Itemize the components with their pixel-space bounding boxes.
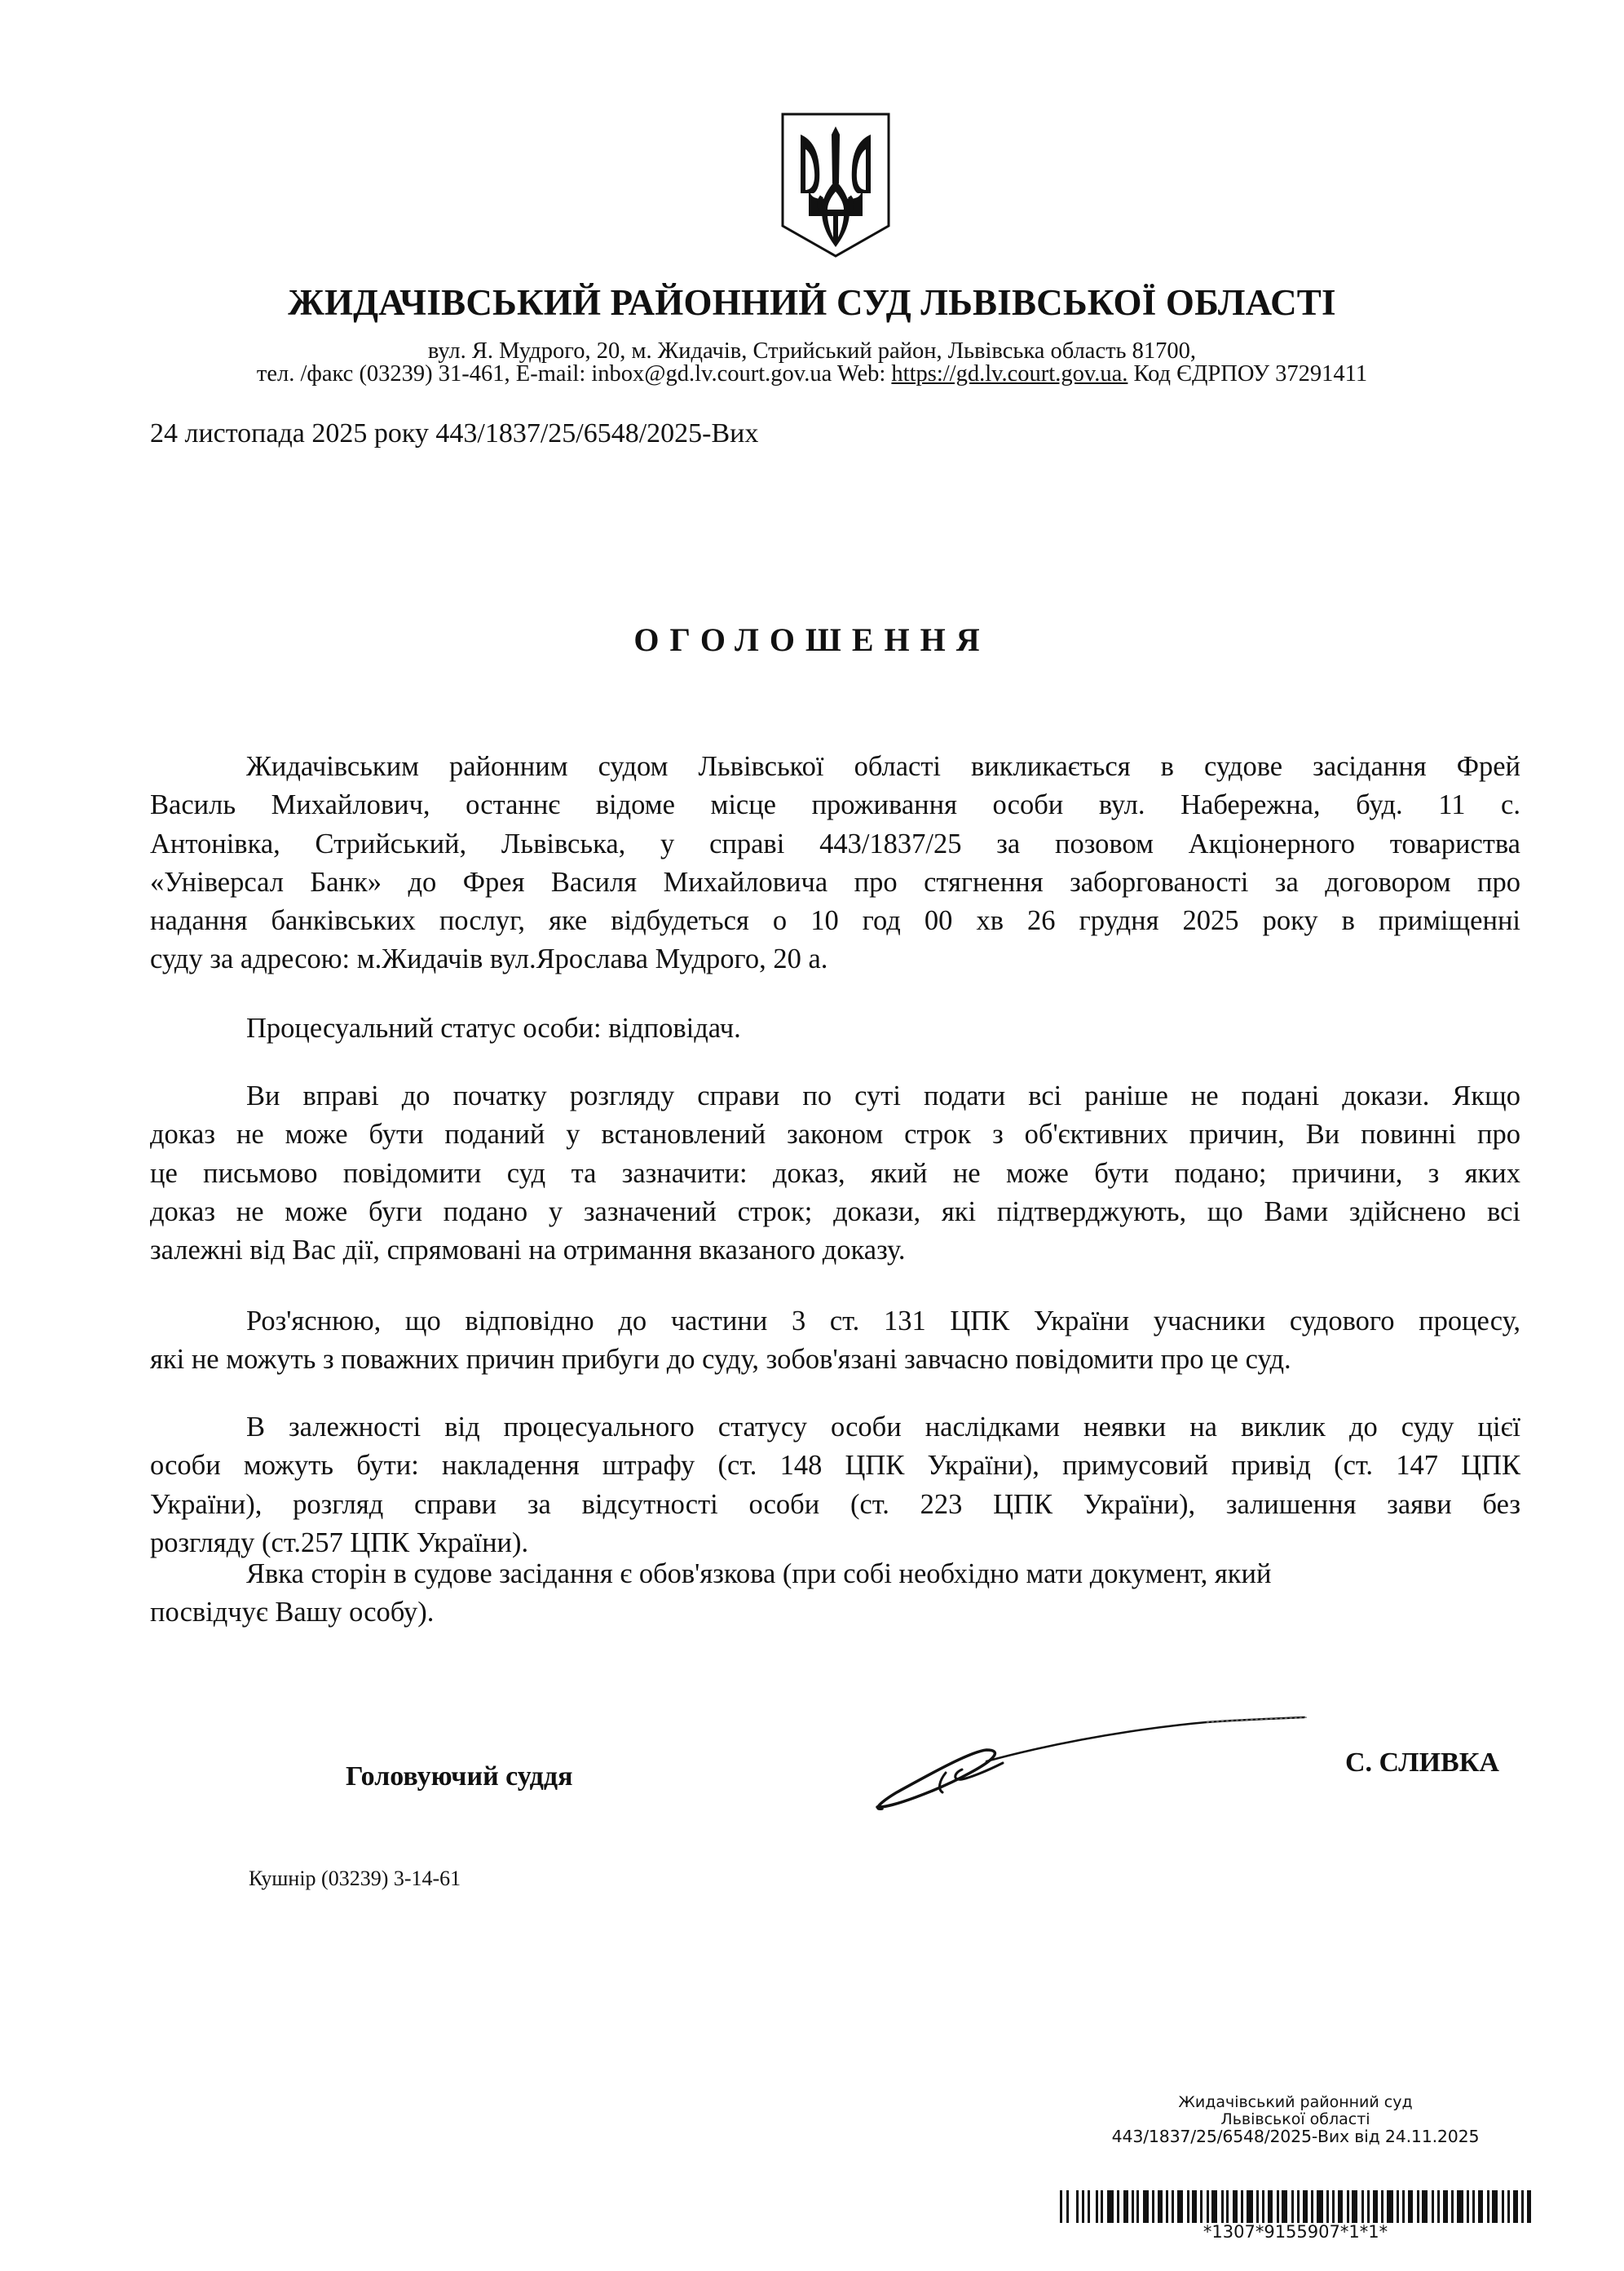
paragraph-explanation	[150, 1302, 1520, 1380]
paragraph-summons	[150, 748, 1520, 979]
text-line: посвідчує Вашу особу).	[150, 1597, 435, 1628]
text-line: надання банківських послуг, яке відбудеться о 10 год 00 хв 26 грудня 2025 року в приміщенні	[150, 905, 1520, 937]
date-and-reference: 24 листопада 2025 року 443/1837/25/6548/2025-Вих	[150, 418, 759, 448]
text-line: Василь Михайлович, останнє відоме місце проживання особи вул. Набережна, буд. 11 с.	[150, 789, 1520, 821]
text-line: Жидачівським районним судом Львівської області викликається в судове засідання Фрей	[246, 751, 1520, 782]
trident-coat-of-arms-icon	[781, 112, 890, 258]
text-line: Явка сторін в судове засідання є обов'язкова (при собі необхідно мати документ, який	[246, 1558, 1272, 1589]
text-line: які не можуть з поважних причин прибуги до суду, зобов'язані завчасно повідомити про це суд.	[150, 1344, 1291, 1376]
text-line: «Універсал Банк» до Фрея Василя Михайловича про стягнення заборгованості за договором про	[150, 866, 1520, 898]
stamp-court-name: Жидачівський районний суд	[1178, 2093, 1413, 2111]
paragraph-attendance	[150, 1555, 1520, 1633]
text-line: України), розгляд справи за відсутності особи (ст. 223 ЦПК України), залишення заяви без	[150, 1488, 1520, 1520]
text-line: доказ не може бути поданий у встановлений законом строк з об'єктивних причин, Ви повинні про	[150, 1119, 1520, 1151]
text-line: Антонівка, Стрийський, Львівська, у справі 443/1837/25 за позовом Акціонерного товариства	[150, 828, 1520, 859]
court-name-heading: ЖИДАЧІВСЬКИЙ РАЙОННИЙ СУД ЛЬВІВСЬКОЇ ОБЛАСТІ	[288, 282, 1336, 323]
text-line: особи можуть бути: накладення штрафу (ст. 148 ЦПК України), примусовий привід (ст. 147 ЦПК	[150, 1450, 1520, 1482]
handwritten-signature-icon	[864, 1712, 1321, 1818]
phone-email-text: тел. /факс (03239) 31-461, E-mail: inbox@gd.lv.court.gov.ua Web:	[256, 361, 892, 387]
stamp-court-region: Львівської області	[1220, 2110, 1370, 2128]
text-line: залежні від Вас дії, спрямовані на отримання вказаного доказу.	[150, 1235, 906, 1266]
text-line: доказ не може буги подано у зазначений строк; докази, які підтверджують, що Вами здійснено всі	[150, 1195, 1520, 1227]
edrpou-code: Код ЄДРПОУ 37291411	[1128, 361, 1368, 387]
paragraph-evidence	[150, 1077, 1520, 1270]
court-address: вул. Я. Мудрого, 20, м. Жидачів, Стрийський район, Львівська область 81700,	[427, 338, 1197, 364]
paragraph-consequences	[150, 1408, 1520, 1562]
stamp-reference: 443/1837/25/6548/2025-Вих від 24.11.2025	[1111, 2127, 1480, 2146]
text-line: суду за адресою: м.Жидачів вул.Ярослава Мудрого, 20 а.	[150, 943, 828, 975]
judge-role: Головуючий суддя	[346, 1761, 573, 1792]
clerk-contact: Кушнір (03239) 3-14-61	[249, 1867, 461, 1890]
court-contacts	[0, 360, 1624, 388]
registration-stamp	[1060, 2094, 1531, 2145]
document-title: ОГОЛОШЕННЯ	[633, 621, 991, 658]
text-line: Процесуальний статус особи: відповідач.	[246, 1013, 741, 1044]
text-line: розгляду (ст.257 ЦПК України).	[150, 1527, 529, 1558]
judge-name: С. СЛИВКА	[1345, 1747, 1499, 1778]
text-line: Ви вправі до початку розгляду справи по суті подати всі раніше не подані докази. Якщо	[246, 1080, 1520, 1111]
barcode-icon	[1060, 2190, 1531, 2223]
text-line: Роз'яснюю, що відповідно до частини 3 ст. 131 ЦПК України учасники судового процесу,	[246, 1306, 1520, 1337]
text-line: В залежності від процесуального статусу особи наслідками неявки на виклик до суду цієї	[246, 1412, 1520, 1443]
paragraph-procedural-status	[150, 1010, 1520, 1048]
barcode-number: *1307*9155907*1*1*	[1203, 2222, 1388, 2242]
website-link[interactable]: https://gd.lv.court.gov.ua.	[891, 361, 1128, 387]
text-line: це письмово повідомити суд та зазначити: доказ, який не може бути подано; причини, з яких	[150, 1157, 1520, 1189]
